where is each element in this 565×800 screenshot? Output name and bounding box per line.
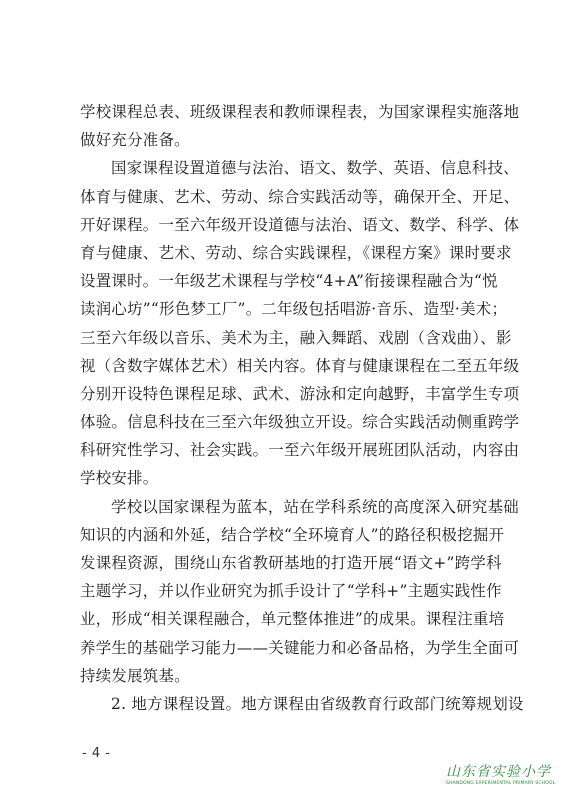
- logo-subtext: SHANDONG EXPERIMENTAL PRIMARY SCHOOL: [446, 781, 556, 786]
- text-line: 发课程资源，围绕山东省教研基地的打造开展“语文+”跨学科: [80, 554, 502, 572]
- page-number: - 4 -: [82, 746, 111, 761]
- text-line: 三至六年级以音乐、美术为主，融入舞蹈、戏剧（含戏曲）、影: [80, 328, 512, 347]
- text-line: 学校安排。: [80, 469, 159, 488]
- text-line: 视（含数字媒体艺术）相关内容。体育与健康课程在二至五年级: [80, 356, 520, 375]
- text-line: 读润心坊”“形色梦工厂”。二年级包括唱游·音乐、造型·美术；: [80, 300, 508, 319]
- text-line: 体育与健康、艺术、劳动、综合实践活动等，确保开全、开足、: [80, 187, 520, 206]
- text-line: 养学生的基础学习能力——关键能力和必备品格，为学生全面可: [80, 638, 520, 657]
- text-line: 持续发展筑基。: [80, 666, 190, 685]
- text-line: 主题学习，并以作业研究为抓手设计了“学科+”主题实践性作: [80, 582, 502, 601]
- logo-text: 山东省实验小学: [446, 764, 551, 780]
- text-line: 设置课时。一年级艺术课程与学校“4+A”衔接课程融合为“悦: [80, 272, 498, 291]
- school-logo: [446, 764, 558, 794]
- text-line: 分别开设特色课程足球、武术、游泳和定向越野，丰富学生专项: [80, 384, 520, 403]
- text-line: 科研究性学习、社会实践。一至六年级开展班团队活动，内容由: [80, 441, 520, 460]
- text-line: 业，形成“相关课程融合，单元整体推进”的成果。课程注重培: [80, 610, 505, 629]
- text-line: 知识的内涵和外延，结合学校“全环境育人”的路径积极挖掘开: [80, 525, 505, 544]
- text-line: 做好充分准备。: [80, 131, 190, 150]
- text-line: 学校课程总表、班级课程表和教师课程表，为国家课程实施落地: [80, 103, 520, 121]
- text-line: 开好课程。一至六年级开设道德与法治、语文、数学、科学、体: [80, 215, 520, 234]
- paragraph-start: 国家课程设置道德与法治、语文、数学、英语、信息科技、: [111, 159, 519, 178]
- text-line: 体验。信息科技在三至六年级独立开设。综合实践活动侧重跨学: [80, 413, 520, 432]
- paragraph-start: 学校以国家课程为蓝本，站在学科系统的高度深入研究基础: [111, 497, 519, 516]
- section-heading-line: 2. 地方课程设置。地方课程由省级教育行政部门统筹规划设: [111, 694, 524, 713]
- text-line: 育与健康、艺术、劳动、综合实践课程，《课程方案》课时要求: [80, 243, 512, 262]
- body-text: [80, 98, 524, 718]
